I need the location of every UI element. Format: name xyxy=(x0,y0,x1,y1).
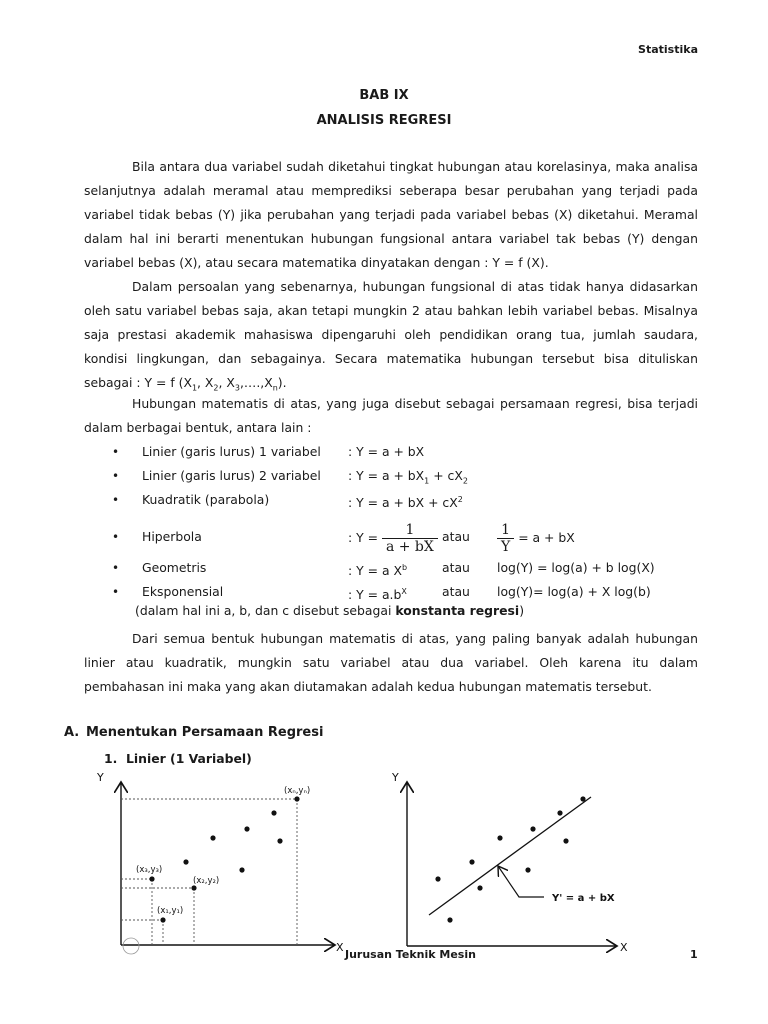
subsection-heading: 1. Linier (1 Variabel) xyxy=(104,751,252,766)
page-number: 1 xyxy=(690,948,698,961)
section-heading: A. Menentukan Persamaan Regresi xyxy=(64,725,324,740)
fraction: $\frac{1}{Y}$ xyxy=(497,522,514,555)
paragraph-multivariable: Dalam persoalan yang sebenarnya, hubungan fungsional di atas tidak hanya didasarkan oleh satu variabel bebas saja, akan tetapi mungkin 2 atau bahkan lebih variabel bebas. Misalnya saja prestasi akademik mahasiswa dipengaruhi oleh pendidikan orang tua, jumlah saudara, kondisi lingkungan, dan sebagainya. Secara matematika hubungan tersebut bisa dituliskan sebagai : Y = f ($X_1$, $X_2$, $X_3,\dots.,X_n$). xyxy=(84,279,698,393)
bullet-icon: • xyxy=(112,530,120,544)
svg-text:X: X xyxy=(336,941,344,954)
chapter-number: BAB IX xyxy=(359,88,409,103)
bullet-icon: • xyxy=(112,445,120,459)
fraction: $\frac{1}{a + bX}$ xyxy=(382,522,438,555)
svg-text:Y' = a + bX: Y' = a + bX xyxy=(552,893,615,904)
paragraph-intro: Bila antara dua variabel sudah diketahui tingkat hubungan atau korelasinya, maka analisa selanjutnya adalah meramal atau memprediksi seberapa besar perubahan yang terjadi pada variabel tidak bebas (Y) jika perubahan yang terjadi pada variabel bebas (X) diketahui. Meramal dalam hal ini berarti menentukan hubungan fungsional antara variabel tak bebas (Y) dengan variabel bebas (X), atau secara matematika dinyatakan dengan : Y = f (X). xyxy=(84,159,698,270)
svg-text:(x₁,y₁): (x₁,y₁) xyxy=(157,906,184,916)
paragraph-forms-intro: Hubungan matematis di atas, yang juga disebut sebagai persamaan regresi, bisa terjadi dalam berbagai bentuk, antara lain : xyxy=(84,396,698,435)
svg-text:X: X xyxy=(620,941,628,954)
bullet-icon: • xyxy=(112,585,120,599)
svg-text:(xₙ,yₙ): (xₙ,yₙ) xyxy=(284,786,311,796)
note-regression-constants: (dalam hal ini a, b, dan c disebut sebagai konstanta regresi) xyxy=(135,603,525,618)
watermark-logo-icon xyxy=(123,938,139,954)
svg-text:(x₂,y₂): (x₂,y₂) xyxy=(193,876,220,886)
bullet-icon: • xyxy=(112,493,120,507)
paragraph-summary: Dari semua bentuk hubungan matematis di atas, yang paling banyak adalah hubungan linier atau kuadratik, mungkin satu variabel atau dua variabel. Oleh karena itu dalam pembahasan ini maka yang akan diutamakan adalah kedua hubungan matematis tersebut. xyxy=(84,631,698,694)
svg-text:Y: Y xyxy=(392,771,399,784)
svg-text:(x₃,y₃): (x₃,y₃) xyxy=(136,865,163,875)
chapter-title: ANALISIS REGRESI xyxy=(316,113,452,128)
svg-text:Y: Y xyxy=(97,771,104,784)
running-header: Statistika xyxy=(638,43,698,56)
footer-department: Jurusan Teknik Mesin xyxy=(345,948,476,961)
bullet-icon: • xyxy=(112,561,120,575)
bullet-icon: • xyxy=(112,469,120,483)
figure-scatter-points xyxy=(90,765,360,975)
figure-regression-line xyxy=(380,765,640,965)
